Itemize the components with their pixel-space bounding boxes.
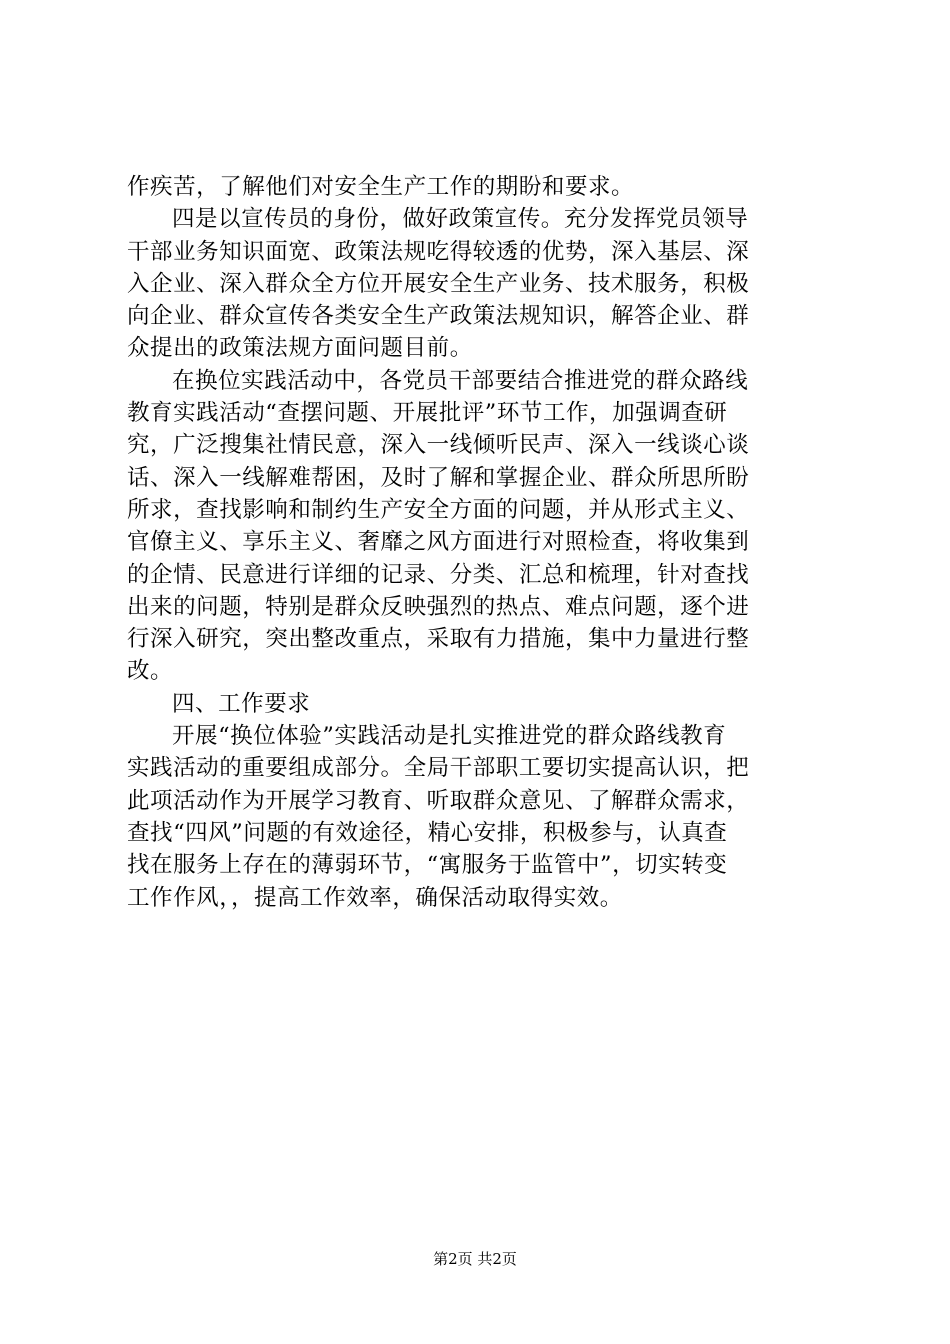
text-line: 众提出的政策法规方面问题目前。 — [127, 335, 473, 362]
text-line: 改。 — [127, 658, 174, 685]
text-line: 的企情、民意进行详细的记录、分类、汇总和梳理，针对查找 — [127, 561, 750, 588]
paragraph-start-line: 开展“换位体验”实践活动是扎实推进党的群众路线教育 — [172, 723, 727, 750]
document-body — [127, 171, 839, 914]
paragraph-start-line: 在换位实践活动中，各党员干部要结合推进党的群众路线 — [172, 367, 749, 394]
text-line: 话、深入一线解难帮困，及时了解和掌握企业、群众所思所盼 — [127, 464, 750, 491]
text-line: 教育实践活动“查摆问题、开展批评”环节工作，加强调查研 — [127, 400, 728, 427]
section-heading: 四、工作要求 — [172, 690, 311, 717]
text-line: 出来的问题，特别是群众反映强烈的热点、难点问题，逐个进 — [127, 593, 750, 620]
text-line: 作疾苦，了解他们对安全生产工作的期盼和要求。 — [127, 174, 635, 200]
text-line: 入企业、深入群众全方位开展安全生产业务、技术服务，积极 — [127, 270, 750, 297]
text-line: 工作作风，，提高工作效率，确保活动取得实效。 — [127, 884, 623, 911]
text-line: 实践活动的重要组成部分。全局干部职工要切实提高认识，把 — [127, 755, 750, 782]
text-line: 官僚主义、享乐主义、奢靡之风方面进行对照检查，将收集到 — [127, 529, 750, 556]
text-line: 找在服务上存在的薄弱环节，“寓服务于监管中”，切实转变 — [127, 852, 728, 879]
text-line: 行深入研究，突出整改重点，采取有力措施，集中力量进行整 — [127, 626, 750, 653]
text-line: 查找“四风”问题的有效途径，精心安排，积极参与，认真查 — [127, 819, 728, 846]
text-line: 究，广泛搜集社情民意，深入一线倾听民声、深入一线谈心谈 — [127, 432, 750, 459]
page-number: 第2页 共2页 — [433, 1250, 517, 1268]
text-line: 干部业务知识面宽、政策法规吃得较透的优势，深入基层、深 — [127, 238, 750, 265]
paragraph-start-line: 四是以宣传员的身份，做好政策宣传。充分发挥党员领导 — [172, 206, 749, 233]
text-line: 向企业、群众宣传各类安全生产政策法规知识，解答企业、群 — [127, 303, 750, 330]
text-line: 所求，查找影响和制约生产安全方面的问题，并从形式主义、 — [127, 496, 750, 523]
text-line: 此项活动作为开展学习教育、听取群众意见、了解群众需求， — [127, 787, 750, 814]
page-footer — [0, 1249, 950, 1269]
